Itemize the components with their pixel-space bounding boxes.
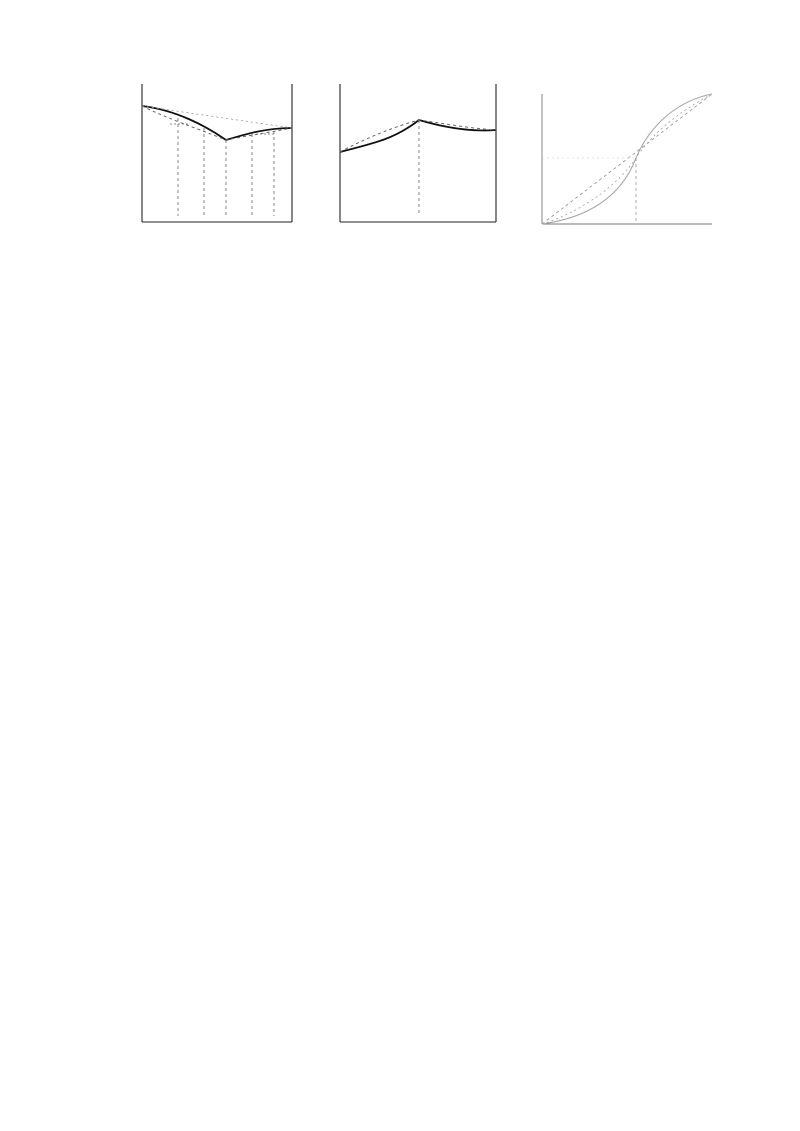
panel-b [340,84,496,222]
panel-v [542,94,712,224]
panel-a [142,84,292,222]
figure-vi-11 [116,78,742,286]
page-content [116,76,742,306]
figure-diagrams [116,78,742,286]
